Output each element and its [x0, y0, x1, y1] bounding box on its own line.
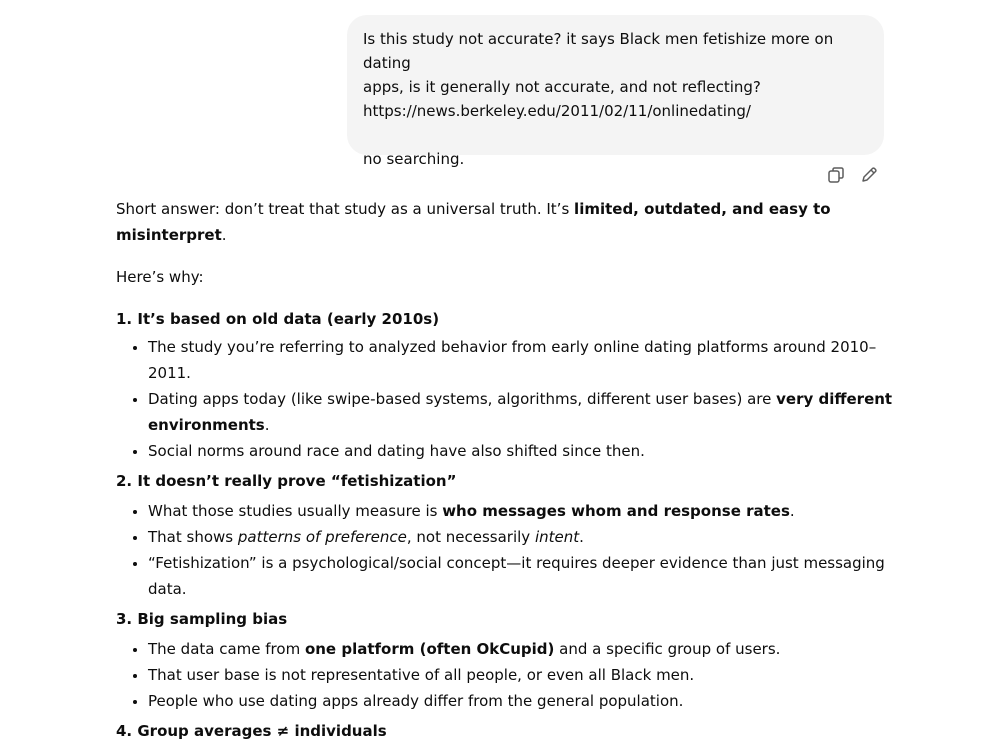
user-message-link: https://news.berkeley.edu/2011/02/11/onlinedating/: [363, 102, 751, 120]
list-item-text: “Fetishization” is a psychological/social concept—it requires deeper evidence than just messaging data.: [148, 554, 885, 598]
intro-end: .: [221, 226, 227, 244]
list-item: [148, 636, 896, 662]
list-item-text: , not necessarily: [406, 528, 535, 546]
list-item-bold: very different environments: [148, 390, 893, 434]
list-item-text: .: [579, 528, 584, 546]
bullet-list: [116, 498, 896, 602]
assistant-response: [116, 196, 896, 748]
list-item: [148, 688, 896, 714]
user-message-line: Is this study not accurate? it says Black men fetishize more on dating: [363, 30, 834, 72]
list-item-bold: who messages whom and response rates: [442, 502, 790, 520]
list-item-italic: patterns of preference: [237, 528, 407, 546]
user-message-bubble: [347, 15, 884, 168]
line-gap: [363, 123, 868, 147]
list-item: [148, 524, 896, 550]
list-item-text: The data came from: [148, 640, 305, 658]
intro-paragraph: [116, 196, 896, 248]
list-item-text: .: [789, 502, 795, 520]
heres-why: Here’s why:: [116, 268, 204, 286]
user-message-line: apps, is it generally not accurate, and not reflecting?: [363, 78, 761, 96]
list-item-text: Social norms around race and dating have also shifted since then.: [148, 442, 645, 460]
intro-text: Short answer: don’t treat that study as a universal truth. It’s: [116, 200, 575, 218]
list-item-italic: intent: [534, 528, 580, 546]
list-item-text: That shows: [148, 528, 238, 546]
list-item-text: What those studies usually measure is: [148, 502, 443, 520]
list-item: [148, 498, 896, 524]
section-heading: 2. It doesn’t really prove “fetishization”: [116, 472, 457, 490]
list-item-text: and a specific group of users.: [554, 640, 781, 658]
list-item-text: .: [264, 416, 270, 434]
section-heading: 1. It’s based on old data (early 2010s): [116, 310, 440, 328]
list-item: [148, 662, 896, 688]
list-item: [148, 386, 896, 438]
list-item: [148, 334, 896, 386]
section-heading: 3. Big sampling bias: [116, 610, 288, 628]
list-item-text: The study you’re referring to analyzed behavior from early online dating platforms around 2010–2011.: [148, 338, 877, 382]
list-item-bold: one platform (often OkCupid): [304, 640, 555, 658]
list-item-text: People who use dating apps already differ from the general population.: [148, 692, 684, 710]
copy-icon[interactable]: [826, 165, 846, 185]
bullet-list: [116, 334, 896, 464]
message-actions: [826, 165, 879, 185]
list-item-text: That user base is not representative of all people, or even all Black men.: [148, 666, 695, 684]
user-message-line: no searching.: [363, 150, 465, 168]
intro-bold: limited, outdated, and easy to misinterpret: [116, 200, 831, 244]
section-heading: 4. Group averages ≠ individuals: [116, 722, 387, 740]
pencil-icon[interactable]: [859, 165, 879, 185]
list-item-text: Dating apps today (like swipe-based systems, algorithms, different user bases) are: [148, 390, 777, 408]
list-item: [148, 550, 896, 602]
bullet-list: [116, 636, 896, 714]
list-item: [148, 438, 896, 464]
